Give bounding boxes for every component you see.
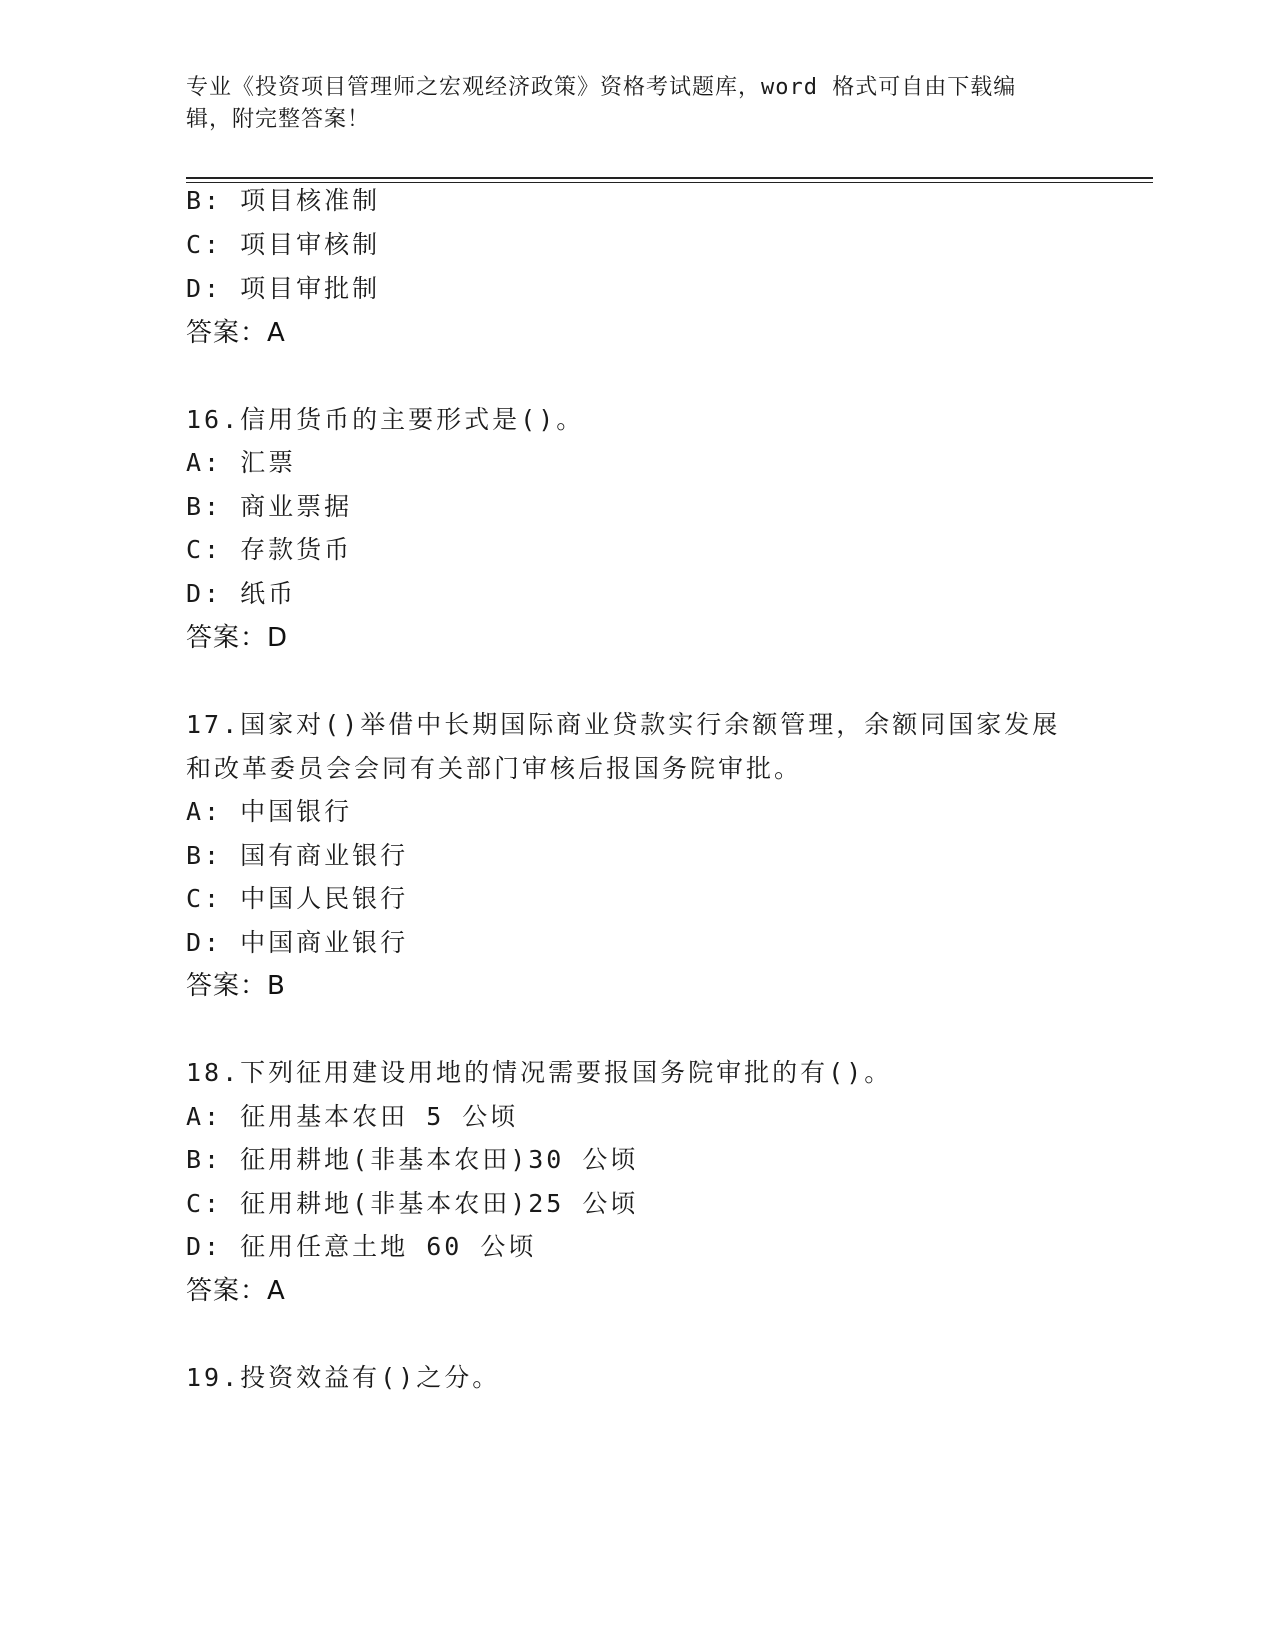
q15-option-c: C: 项目审核制 xyxy=(186,230,381,259)
header-line-1: 专业《投资项目管理师之宏观经济政策》资格考试题库，word 格式可自由下载编 xyxy=(186,75,1017,100)
q16-option-a: A: 汇票 xyxy=(186,448,297,477)
q19-question: 19.投资效益有()之分。 xyxy=(186,1363,501,1392)
q15-answer: 答案：A xyxy=(186,318,286,348)
q17-option-a: A: 中国银行 xyxy=(186,797,353,826)
q16-option-b: B: 商业票据 xyxy=(186,492,353,521)
q17-question-line-2: 和改革委员会会同有关部门审核后报国务院审批。 xyxy=(186,754,803,783)
q18-option-c: C: 征用耕地(非基本农田)25 公顷 xyxy=(186,1189,639,1218)
document-header xyxy=(186,72,1086,136)
header-rule-thin xyxy=(186,182,1153,183)
q18-option-a: A: 征用基本农田 5 公顷 xyxy=(186,1102,519,1131)
q17-option-c: C: 中国人民银行 xyxy=(186,884,409,913)
q15-option-d: D: 项目审批制 xyxy=(186,274,381,303)
q18-option-b: B: 征用耕地(非基本农田)30 公顷 xyxy=(186,1145,639,1174)
q16-question: 16.信用货币的主要形式是()。 xyxy=(186,405,585,434)
q17-option-d: D: 中国商业银行 xyxy=(186,928,409,957)
q18-question: 18.下列征用建设用地的情况需要报国务院审批的有()。 xyxy=(186,1058,893,1087)
q18-option-d: D: 征用任意土地 60 公顷 xyxy=(186,1232,537,1261)
q16-option-d: D: 纸币 xyxy=(186,579,297,608)
q17-answer: 答案：B xyxy=(186,971,286,1001)
q17-question-line-1: 17.国家对()举借中长期国际商业贷款实行余额管理，余额同国家发展 xyxy=(186,710,1061,739)
q15-option-b: B: 项目核准制 xyxy=(186,186,381,215)
header-rule-thick xyxy=(186,177,1153,179)
q17-option-b: B: 国有商业银行 xyxy=(186,841,409,870)
header-line-2: 辑，附完整答案！ xyxy=(186,107,371,132)
q16-answer: 答案：D xyxy=(186,623,289,653)
q18-answer: 答案：A xyxy=(186,1276,286,1306)
q16-option-c: C: 存款货币 xyxy=(186,535,353,564)
